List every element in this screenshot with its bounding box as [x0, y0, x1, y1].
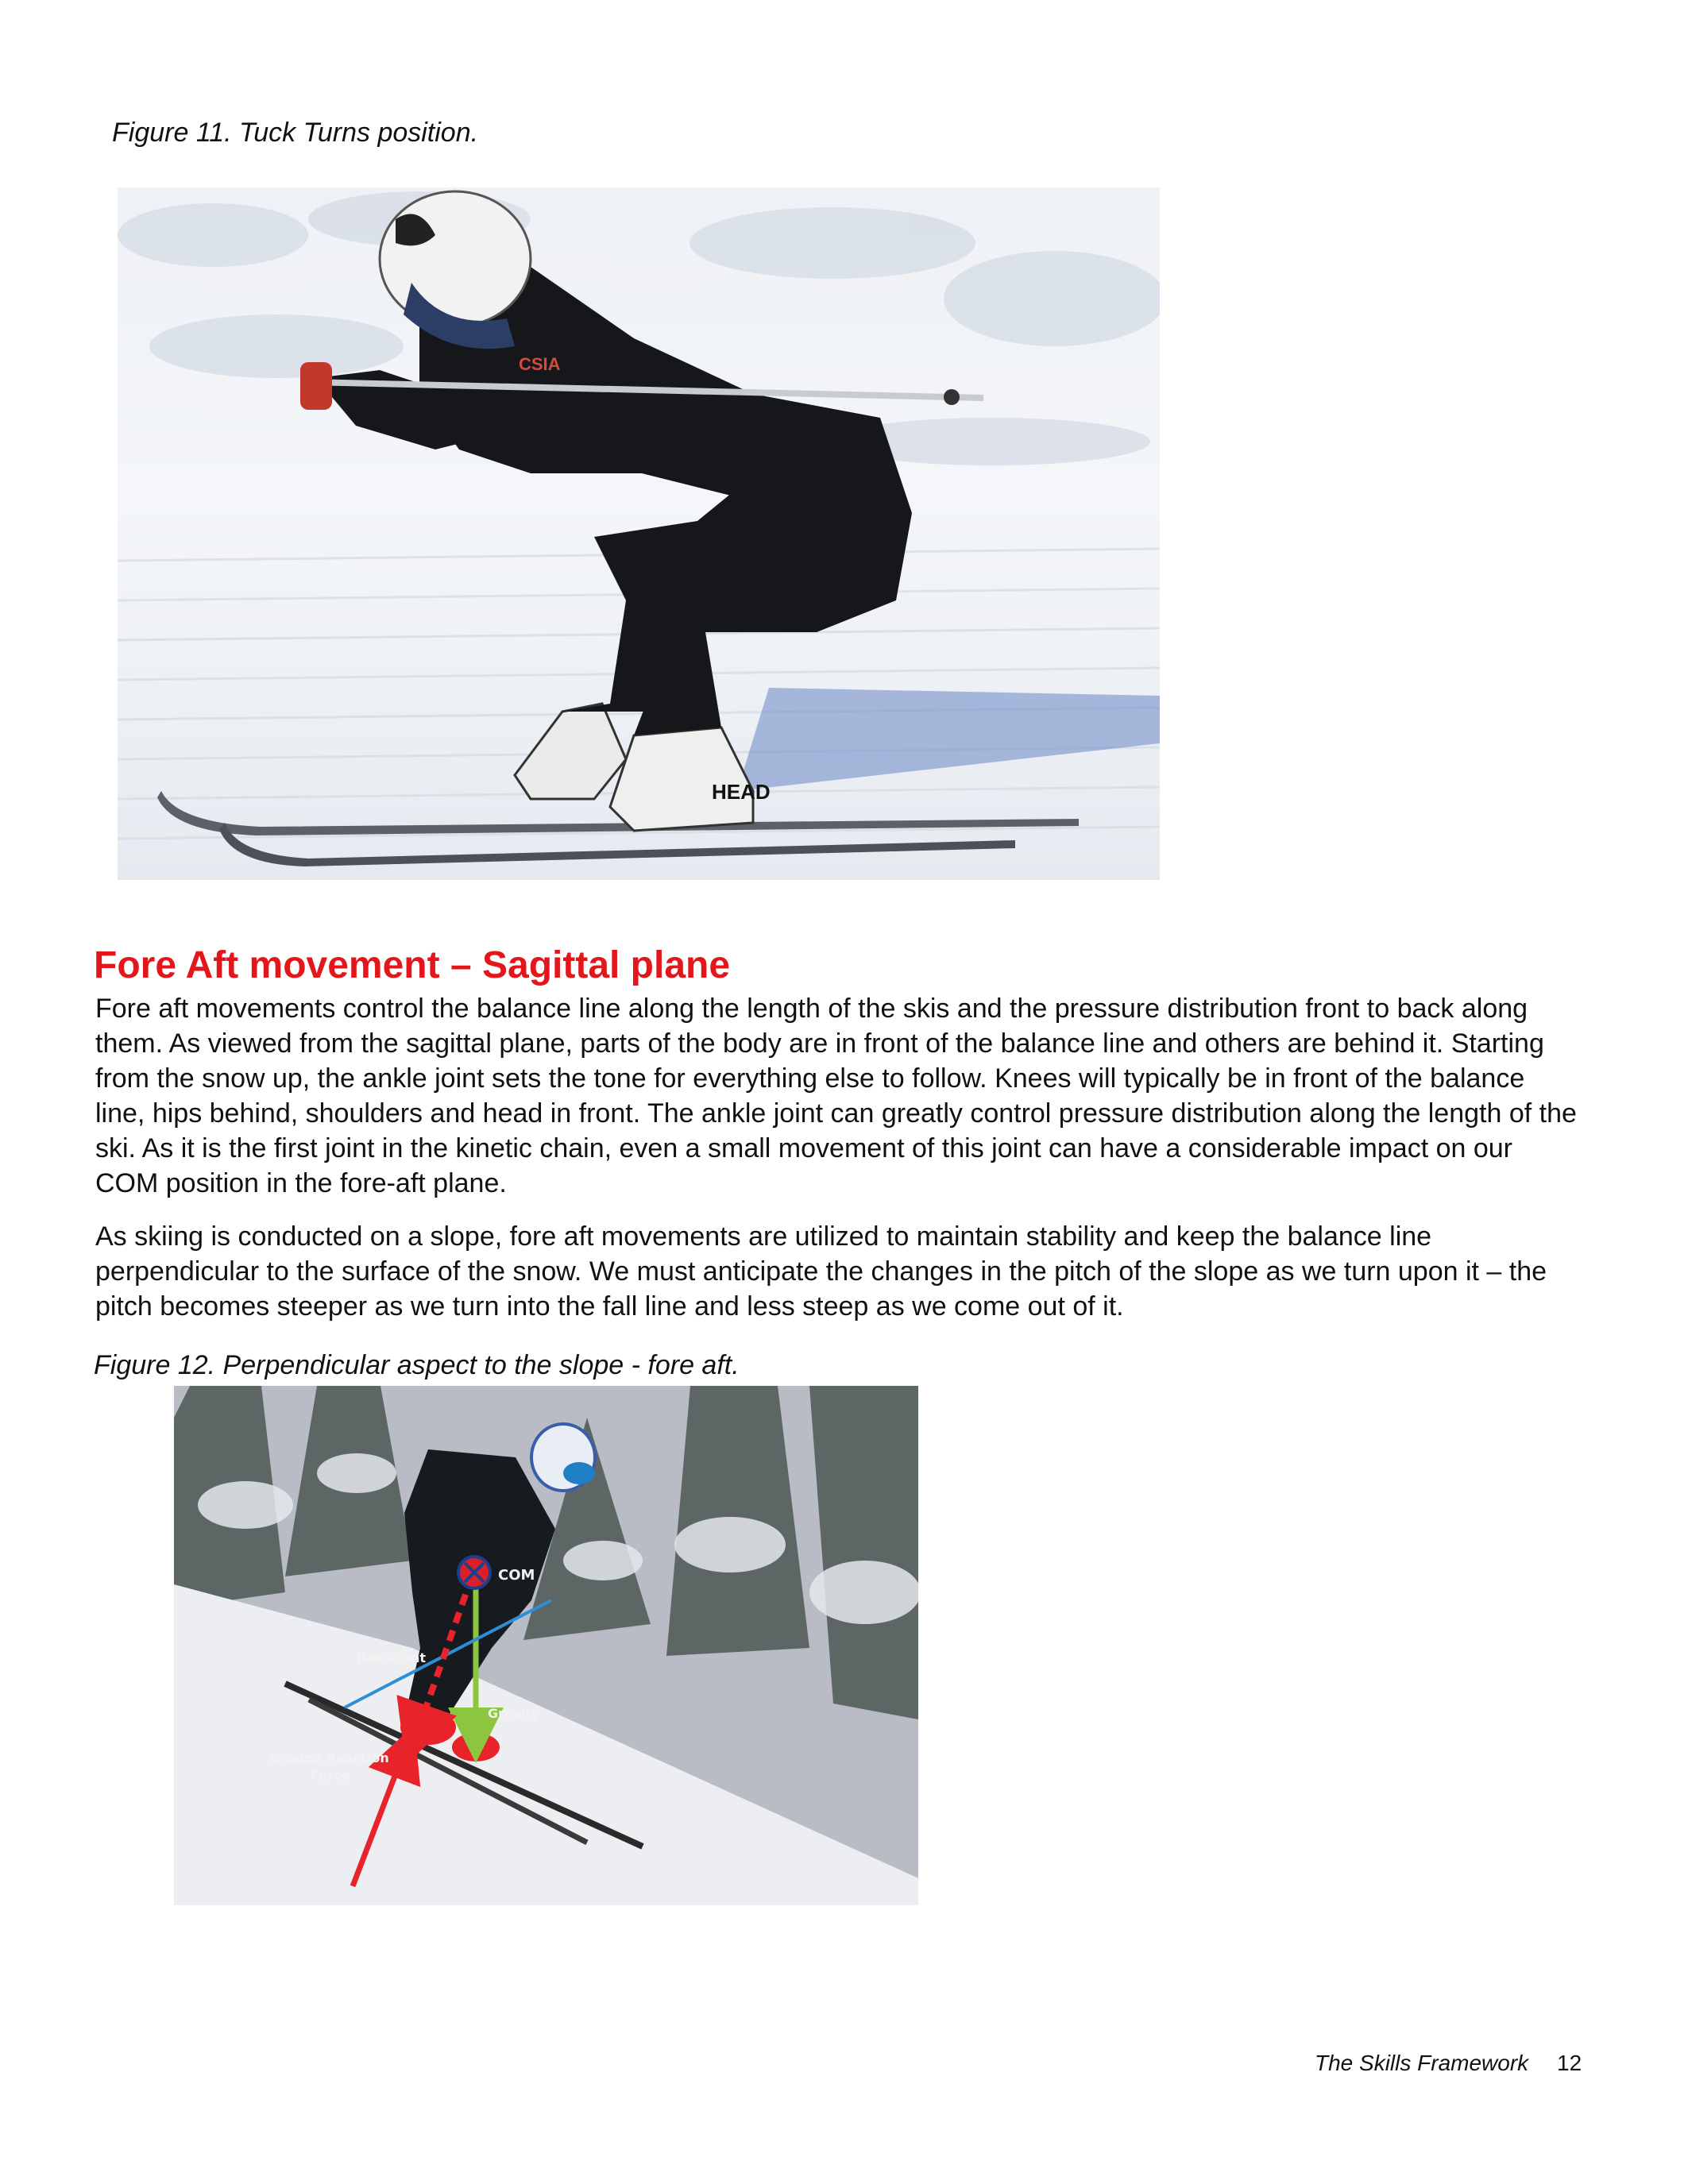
paragraph-line: line, hips behind, shoulders and head in front. The ankle joint can greatly control pressure distribution along the length of the	[95, 1098, 1577, 1129]
jacket-logo-text: CSIA	[519, 354, 561, 374]
figure-11-caption: Figure 11. Tuck Turns position.	[112, 118, 479, 148]
tuck-turns-photo	[118, 187, 1160, 880]
figure-12-caption: Figure 12. Perpendicular aspect to the slope - fore aft.	[94, 1350, 740, 1380]
footer-title: The Skills Framework	[1315, 2051, 1529, 2075]
paragraph-line: perpendicular to the surface of the snow. We must anticipate the changes in the pitch of the slope as we turn upon it – the	[95, 1256, 1547, 1287]
gravity-label: Gravity	[488, 1706, 540, 1721]
paragraph-line: from the snow up, the ankle joint sets the tone for everything else to follow. Knees will typically be in front of the balance	[95, 1063, 1525, 1094]
paragraph-line: Fore aft movements control the balance line along the length of the skis and the pressure distribution front to back along	[95, 994, 1528, 1024]
paragraph-2	[95, 1219, 1605, 1324]
paragraph-line: As skiing is conducted on a slope, fore aft movements are utilized to maintain stability and keep the balance line	[95, 1221, 1432, 1252]
fore-aft-diagram	[174, 1386, 918, 1905]
tuck-turns-illustration	[118, 187, 1160, 880]
paragraph-line: ski. As it is the first joint in the kinetic chain, even a small movement of this joint can have a considerable impact on our	[95, 1133, 1512, 1163]
paragraph-line: pitch becomes steeper as we turn into the fall line and less steep as we come out of it.	[95, 1291, 1124, 1322]
com-label: COM	[498, 1567, 535, 1584]
ski-brand-text: HEAD	[712, 780, 771, 804]
ground-reaction-label-line2: Force	[311, 1768, 350, 1783]
page-number: 12	[1557, 2051, 1582, 2075]
perpendicular-slope-photo	[174, 1386, 918, 1905]
paragraph-line: COM position in the fore-aft plane.	[95, 1168, 507, 1198]
section-heading: Fore Aft movement – Sagittal plane	[94, 944, 731, 986]
paragraph-line: them. As viewed from the sagittal plane, parts of the body are in front of the balance line and others are behind it. Starting	[95, 1028, 1544, 1059]
helmet	[531, 1424, 595, 1491]
ground-reaction-label: Ground Reaction	[269, 1750, 389, 1765]
paragraph-1	[95, 991, 1605, 1201]
resultant-label: Resultant	[357, 1650, 427, 1665]
com-marker	[458, 1557, 490, 1588]
